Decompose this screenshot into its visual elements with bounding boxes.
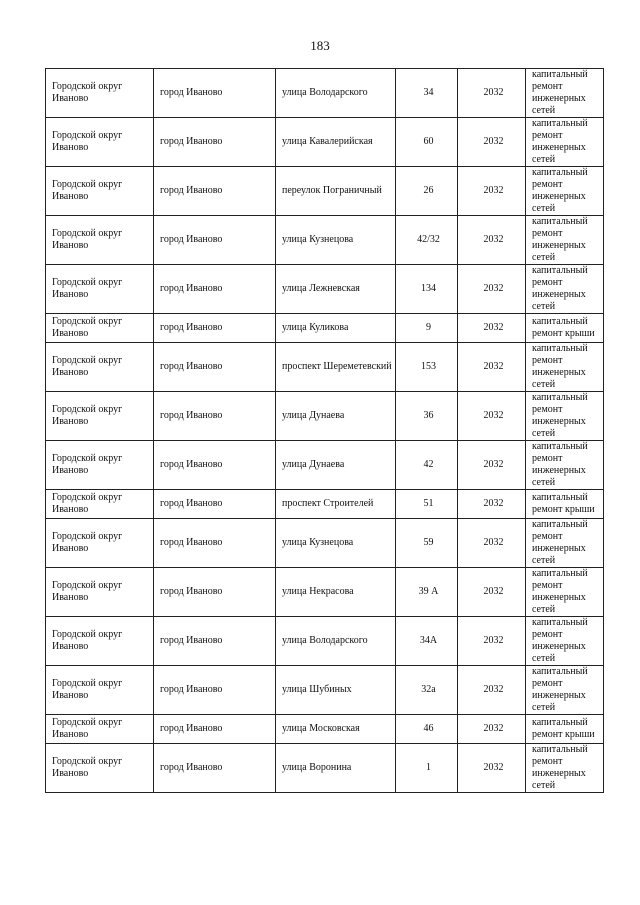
city-cell: город Иваново — [154, 666, 276, 715]
table-row — [46, 216, 604, 265]
work-type-cell: капитальный ремонт инженерных сетей — [526, 519, 604, 568]
house-number-cell: 42 — [396, 441, 458, 490]
district-cell: Городской округ Иваново — [46, 490, 154, 519]
street-cell: улица Воронина — [276, 744, 396, 793]
table-row — [46, 118, 604, 167]
year-cell: 2032 — [458, 167, 526, 216]
page-number: 183 — [310, 38, 330, 53]
year-cell: 2032 — [458, 666, 526, 715]
work-type-cell: капитальный ремонт инженерных сетей — [526, 744, 604, 793]
year-cell: 2032 — [458, 519, 526, 568]
street-cell: улица Дунаева — [276, 392, 396, 441]
district-cell: Городской округ Иваново — [46, 118, 154, 167]
work-type-cell: капитальный ремонт инженерных сетей — [526, 392, 604, 441]
city-cell: город Иваново — [154, 744, 276, 793]
street-cell: улица Дунаева — [276, 441, 396, 490]
work-type-cell: капитальный ремонт инженерных сетей — [526, 343, 604, 392]
house-number-cell: 51 — [396, 490, 458, 519]
city-cell: город Иваново — [154, 216, 276, 265]
work-type-cell: капитальный ремонт инженерных сетей — [526, 167, 604, 216]
street-cell: улица Володарского — [276, 617, 396, 666]
table-row — [46, 441, 604, 490]
table-row — [46, 715, 604, 744]
year-cell: 2032 — [458, 392, 526, 441]
table-row — [46, 343, 604, 392]
table-row — [46, 69, 604, 118]
table-row — [46, 617, 604, 666]
city-cell: город Иваново — [154, 519, 276, 568]
city-cell: город Иваново — [154, 343, 276, 392]
table-row — [46, 490, 604, 519]
house-number-cell: 32а — [396, 666, 458, 715]
district-cell: Городской округ Иваново — [46, 744, 154, 793]
repair-schedule-table — [45, 68, 604, 793]
district-cell: Городской округ Иваново — [46, 314, 154, 343]
city-cell: город Иваново — [154, 441, 276, 490]
street-cell: улица Лежневская — [276, 265, 396, 314]
work-type-cell: капитальный ремонт инженерных сетей — [526, 568, 604, 617]
house-number-cell: 59 — [396, 519, 458, 568]
district-cell: Городской округ Иваново — [46, 392, 154, 441]
district-cell: Городской округ Иваново — [46, 666, 154, 715]
work-type-cell: капитальный ремонт крыши — [526, 490, 604, 519]
table-row — [46, 265, 604, 314]
district-cell: Городской округ Иваново — [46, 519, 154, 568]
district-cell: Городской округ Иваново — [46, 167, 154, 216]
city-cell: город Иваново — [154, 715, 276, 744]
district-cell: Городской округ Иваново — [46, 617, 154, 666]
work-type-cell: капитальный ремонт инженерных сетей — [526, 617, 604, 666]
table-row — [46, 666, 604, 715]
district-cell: Городской округ Иваново — [46, 69, 154, 118]
year-cell: 2032 — [458, 118, 526, 167]
street-cell: проспект Шереметевский — [276, 343, 396, 392]
work-type-cell: капитальный ремонт инженерных сетей — [526, 666, 604, 715]
street-cell: улица Шубиных — [276, 666, 396, 715]
table-row — [46, 519, 604, 568]
year-cell: 2032 — [458, 216, 526, 265]
district-cell: Городской округ Иваново — [46, 715, 154, 744]
street-cell: улица Куликова — [276, 314, 396, 343]
house-number-cell: 36 — [396, 392, 458, 441]
street-cell: улица Володарского — [276, 69, 396, 118]
year-cell: 2032 — [458, 441, 526, 490]
table-row — [46, 744, 604, 793]
house-number-cell: 34А — [396, 617, 458, 666]
district-cell: Городской округ Иваново — [46, 343, 154, 392]
street-cell: улица Кузнецова — [276, 519, 396, 568]
street-cell: улица Некрасова — [276, 568, 396, 617]
city-cell: город Иваново — [154, 167, 276, 216]
district-cell: Городской округ Иваново — [46, 216, 154, 265]
year-cell: 2032 — [458, 265, 526, 314]
table-row — [46, 167, 604, 216]
work-type-cell: капитальный ремонт крыши — [526, 715, 604, 744]
house-number-cell: 1 — [396, 744, 458, 793]
year-cell: 2032 — [458, 715, 526, 744]
year-cell: 2032 — [458, 568, 526, 617]
street-cell: улица Кузнецова — [276, 216, 396, 265]
house-number-cell: 39 А — [396, 568, 458, 617]
work-type-cell: капитальный ремонт крыши — [526, 314, 604, 343]
city-cell: город Иваново — [154, 69, 276, 118]
work-type-cell: капитальный ремонт инженерных сетей — [526, 265, 604, 314]
district-cell: Городской округ Иваново — [46, 568, 154, 617]
house-number-cell: 9 — [396, 314, 458, 343]
table-row — [46, 314, 604, 343]
district-cell: Городской округ Иваново — [46, 441, 154, 490]
city-cell: город Иваново — [154, 118, 276, 167]
street-cell: проспект Строителей — [276, 490, 396, 519]
work-type-cell: капитальный ремонт инженерных сетей — [526, 216, 604, 265]
city-cell: город Иваново — [154, 314, 276, 343]
street-cell: улица Московская — [276, 715, 396, 744]
work-type-cell: капитальный ремонт инженерных сетей — [526, 441, 604, 490]
work-type-cell: капитальный ремонт инженерных сетей — [526, 118, 604, 167]
house-number-cell: 26 — [396, 167, 458, 216]
house-number-cell: 134 — [396, 265, 458, 314]
house-number-cell: 153 — [396, 343, 458, 392]
year-cell: 2032 — [458, 744, 526, 793]
house-number-cell: 46 — [396, 715, 458, 744]
year-cell: 2032 — [458, 69, 526, 118]
table-row — [46, 392, 604, 441]
city-cell: город Иваново — [154, 617, 276, 666]
city-cell: город Иваново — [154, 490, 276, 519]
district-cell: Городской округ Иваново — [46, 265, 154, 314]
year-cell: 2032 — [458, 343, 526, 392]
street-cell: переулок Пограничный — [276, 167, 396, 216]
house-number-cell: 60 — [396, 118, 458, 167]
city-cell: город Иваново — [154, 265, 276, 314]
house-number-cell: 42/32 — [396, 216, 458, 265]
house-number-cell: 34 — [396, 69, 458, 118]
year-cell: 2032 — [458, 617, 526, 666]
city-cell: город Иваново — [154, 568, 276, 617]
table-row — [46, 568, 604, 617]
year-cell: 2032 — [458, 490, 526, 519]
work-type-cell: капитальный ремонт инженерных сетей — [526, 69, 604, 118]
street-cell: улица Кавалерийская — [276, 118, 396, 167]
city-cell: город Иваново — [154, 392, 276, 441]
year-cell: 2032 — [458, 314, 526, 343]
